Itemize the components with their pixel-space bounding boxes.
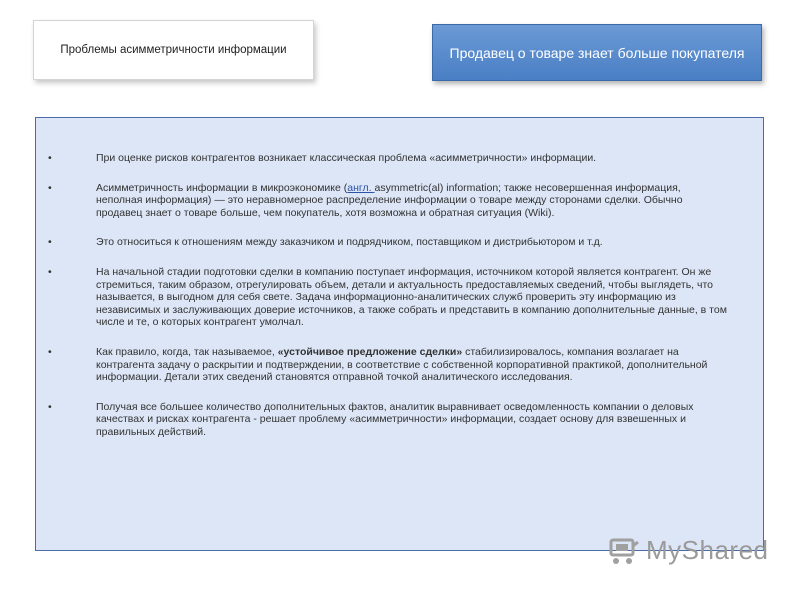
bullet-text-3: На начальной стадии подготовки сделки в компанию поступает информация, источником которой является контрагент. Он же стремиться, таким образом, отрегулировать объем, детали и актуальность предоставляемых сведений, чтобы выглядеть, что называется, в выгодном для себя свете. Задача информационно-аналитических служб проверить эту информацию из независимых и заслуживающих доверие источников, а также собрать и представить в компанию дополнительные данные, в том числе и те, о которых контрагент умолчал. [96, 265, 727, 329]
bullet-item-2 [48, 236, 727, 249]
bullet-dot: • [48, 400, 52, 413]
cart-icon [608, 536, 640, 566]
bullet-text-1b: asymmetric(al) information; также несовершенная информация, неполная информация) — это неравномерное распределение информации о товаре между сторонами сделки. Обычно продавец знает о товаре больше, чем покупатель, хотя возможна и обратная ситуация (Wiki). [96, 181, 683, 219]
header-banner [432, 24, 762, 81]
bullet-item-1 [48, 182, 727, 220]
bullet-text-4b: стабилизировалось, компания возлагает на контрагента задачу о раскрытии и подтверждении, в соответствие с собственной корпоративной практикой, дополнительной информации. Детали этих сведений становятся отправной точкой аналитического исследования. [96, 345, 708, 384]
bullet-text-1a: Асимметричность информации в микроэкономике ( [96, 181, 348, 194]
bullet-text-4a: Как правило, когда, так называемое, [96, 345, 278, 358]
watermark [608, 535, 769, 566]
bullet-item-0 [48, 152, 727, 165]
bullet-dot: • [48, 265, 52, 278]
bullet-text-5: Получая все большее количество дополнительных фактов, аналитик выравнивает осведомленность компании о деловых качествах и рисках контрагента - решает проблему «асимметричности» информации, создает основу для взвешенных и правильных действий. [96, 400, 694, 438]
slide-title-box [33, 20, 314, 80]
content-panel [35, 117, 764, 551]
bullet-dot: • [48, 236, 52, 249]
bullet-list [48, 152, 727, 439]
bullet-item-4 [48, 346, 727, 384]
bullet-item-5 [48, 401, 727, 439]
bullet-item-3 [48, 266, 727, 329]
bullet-dot: • [48, 181, 52, 194]
header-text: Продавец о товаре знает больше покупателя [449, 44, 745, 61]
slide-title: Проблемы асимметричности информации [60, 44, 287, 56]
bullet-text-0: При оценке рисков контрагентов возникает классическая проблема «асимметричности» информации. [96, 152, 597, 164]
bullet-text-2: Это относиться к отношениям между заказчиком и подрядчиком, поставщиком и дистрибьютором и т.д. [96, 236, 603, 249]
watermark-text: MyShared [646, 535, 769, 565]
english-link[interactable]: англ. [347, 181, 375, 194]
bullet-text-4-bold: «устойчивое предложение сделки» [277, 345, 463, 358]
bullet-dot: • [48, 152, 52, 164]
bullet-dot: • [48, 345, 52, 358]
